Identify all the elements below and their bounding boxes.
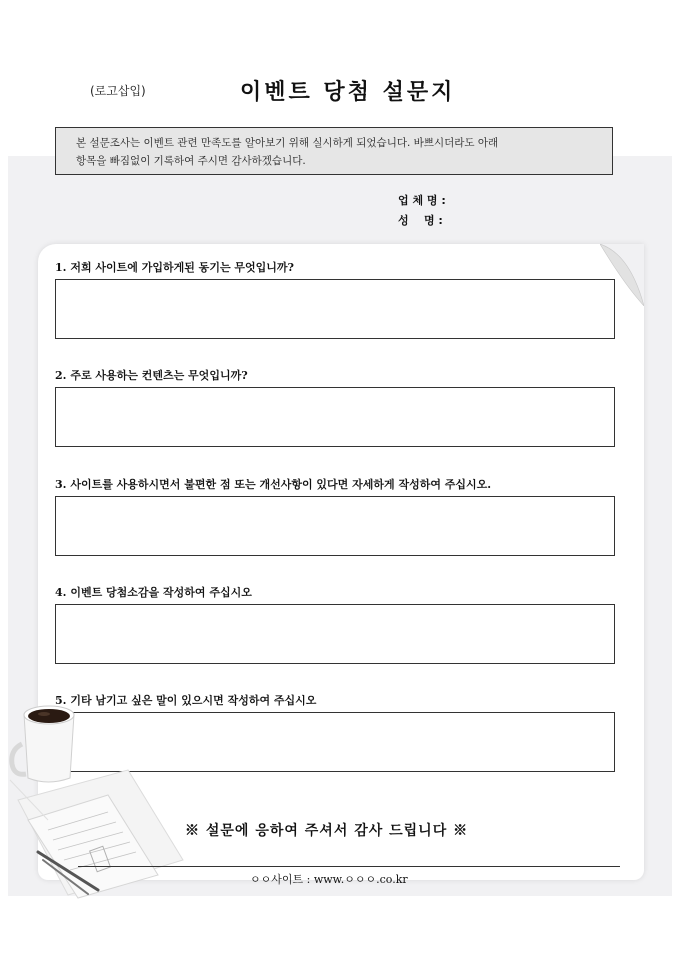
intro-notice-box — [55, 127, 613, 175]
question-4-answer[interactable] — [55, 604, 615, 664]
closing-thanks: ※ 설문에 응하여 주셔서 감사 드립니다 ※ — [185, 823, 469, 839]
respondent-name-label: 성 명 : — [398, 214, 443, 227]
question-3-answer[interactable] — [55, 496, 615, 556]
logo-placeholder: (로고삽입) — [90, 84, 146, 98]
intro-line-1: 본 설문조사는 이벤트 관련 만족도를 알아보기 위해 실시하게 되었습니다. 바쁘시더라도 아래 — [76, 137, 499, 149]
question-5-label: 5. 기타 남기고 싶은 말이 있으시면 작성하여 주십시오 — [55, 694, 317, 707]
question-4-label: 4. 이벤트 당첨소감을 작성하여 주십시오 — [55, 586, 252, 599]
footer-site: ㅇㅇ사이트 : www.ㅇㅇㅇ.co.kr — [250, 873, 408, 886]
footer-divider — [78, 866, 620, 867]
question-1-answer[interactable] — [55, 279, 615, 339]
intro-line-2: 항목을 빠짐없이 기록하여 주시면 감사하겠습니다. — [76, 155, 306, 167]
respondent-info — [398, 191, 446, 231]
question-3-label: 3. 사이트를 사용하시면서 불편한 점 또는 개선사항이 있다면 자세하게 작성하여 주십시오. — [55, 478, 492, 491]
company-name-label: 업 체 명 : — [398, 194, 446, 207]
question-1-label: 1. 저희 사이트에 가입하게된 동기는 무엇입니까? — [55, 261, 294, 274]
page-title: 이벤트 당첨 설문지 — [240, 79, 456, 105]
question-2-answer[interactable] — [55, 387, 615, 447]
question-2-label: 2. 주로 사용하는 컨텐츠는 무엇입니까? — [55, 369, 248, 382]
desk-papers-pen-icon — [8, 760, 193, 900]
